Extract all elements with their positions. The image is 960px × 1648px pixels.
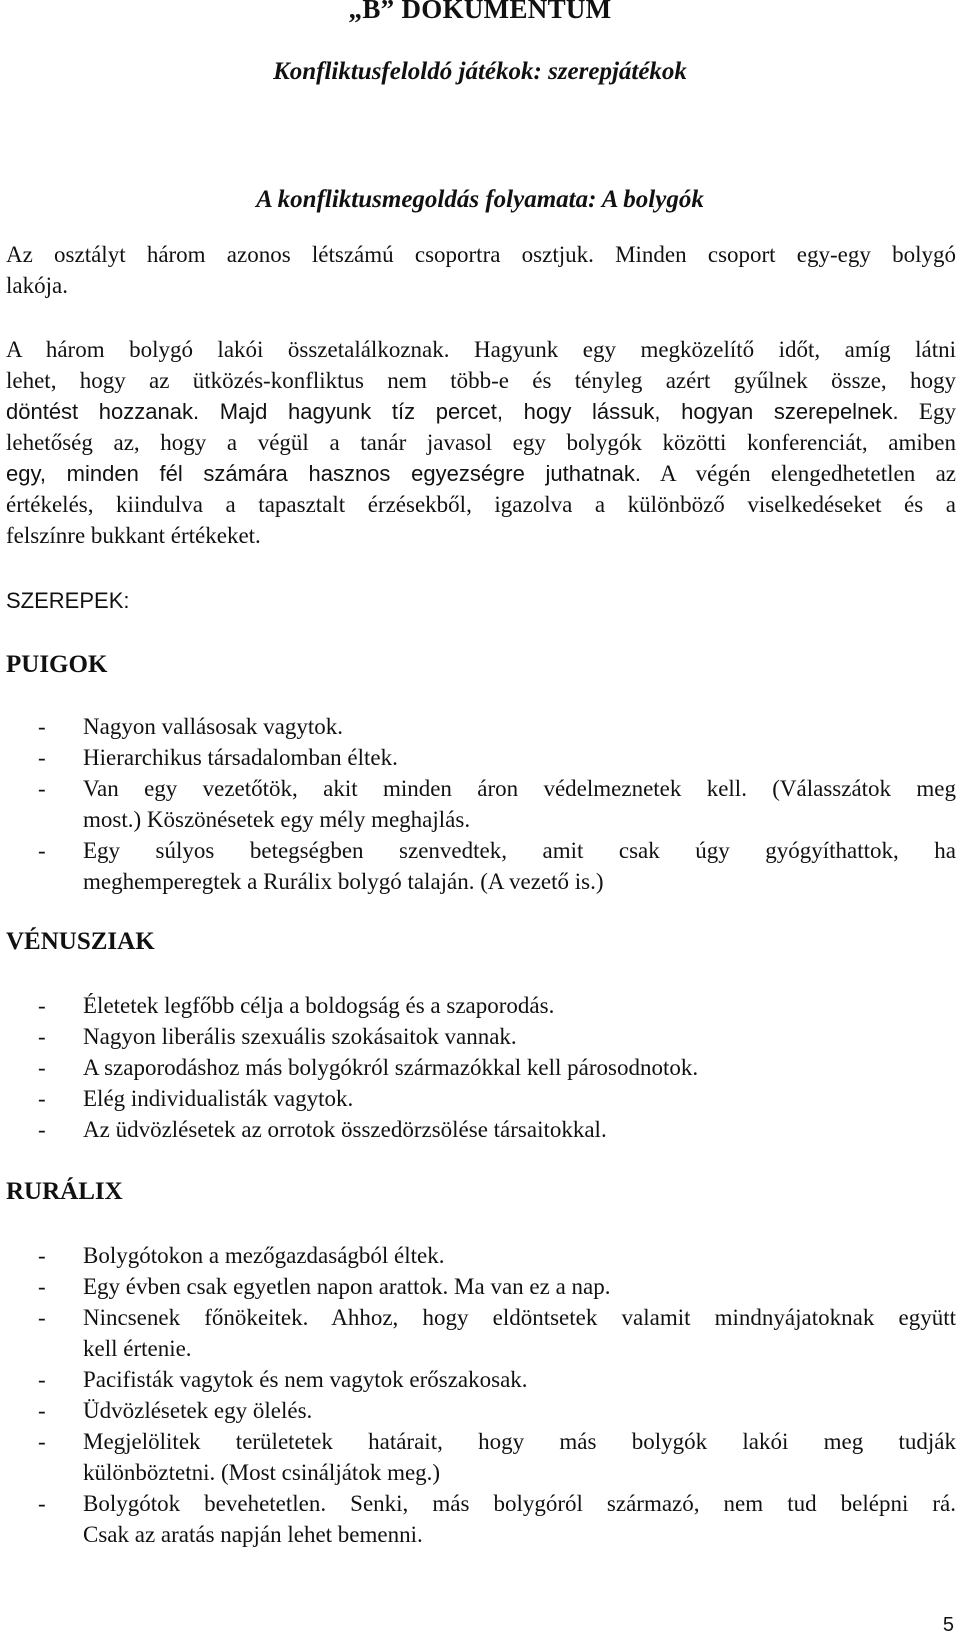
text-line: Az osztályt három azonos létszámú csoportra osztjuk. Minden csoport egy-egy bolygó — [6, 242, 956, 267]
bullet-dash: - — [38, 1274, 46, 1299]
document-title: „B” DOKUMENTUM — [348, 0, 612, 24]
bullet-dash: - — [38, 1024, 46, 1049]
list-item-text: Van egy vezetőtök, akit minden áron védelmeznetek kell. (Válasszátok meg — [83, 776, 956, 801]
list-item — [0, 1271, 956, 1302]
list-item — [0, 711, 956, 742]
list-item-text: kell értenie. — [83, 1336, 192, 1361]
list-item — [0, 1114, 956, 1145]
list-item-text: Bolygótokon a mezőgazdaságból éltek. — [83, 1243, 445, 1268]
bullet-dash: - — [38, 1398, 46, 1423]
list-item — [0, 990, 956, 1021]
list-item — [0, 1488, 956, 1550]
list-item — [0, 1021, 956, 1052]
text-line: lehet, hogy az ütközés-konfliktus nem több-e és tényleg azért gyűlnek össze, hogy — [6, 368, 956, 393]
section-title: A konfliktusmegoldás folyamata: A bolygók — [256, 186, 704, 213]
list-item-text: Pacifisták vagytok és nem vagytok erőszakosak. — [83, 1367, 528, 1392]
list-item-text: Egy évben csak egyetlen napon arattok. Ma van ez a nap. — [83, 1274, 611, 1299]
bullet-dash: - — [38, 993, 46, 1018]
text-line: lakója. — [6, 273, 68, 298]
page-number: 5 — [942, 1614, 954, 1636]
list-item-text: most.) Köszönésetek egy mély meghajlás. — [83, 807, 471, 832]
list-item-text: Nagyon liberális szexuális szokásaitok vannak. — [83, 1024, 517, 1049]
document-subtitle: Konfliktusfeloldó játékok: szerepjátékok — [273, 58, 687, 85]
list-item-text: Életetek legfőbb célja a boldogság és a szaporodás. — [83, 993, 555, 1018]
list-item — [0, 1364, 956, 1395]
list-item — [0, 1302, 956, 1364]
procedure-paragraph — [6, 334, 956, 551]
list-item-text: Csak az aratás napján lehet bemenni. — [83, 1522, 423, 1547]
role-list-venusziak — [0, 990, 956, 1145]
list-item-text: Megjelölitek területetek határait, hogy más bolygók lakói meg tudják — [83, 1429, 956, 1454]
list-item-text: Nagyon vallásosak vagytok. — [83, 714, 343, 739]
list-item — [0, 1240, 956, 1271]
text-line: felszínre bukkant értékeket. — [6, 523, 261, 548]
bullet-dash: - — [38, 1429, 46, 1454]
text-line: A három bolygó lakói összetalálkoznak. Hagyunk egy megközelítő időt, amíg látni — [6, 337, 956, 362]
list-item-text: Az üdvözlésetek az orrotok összedörzsölése társaitokkal. — [83, 1117, 607, 1142]
list-item-text: meghemperegtek a Rurálix bolygó talaján. (A vezető is.) — [83, 869, 604, 894]
bullet-dash: - — [38, 1305, 46, 1330]
text-line: értékelés, kiindulva a tapasztalt érzésekből, igazolva a különböző viselkedéseket és a — [6, 492, 956, 517]
role-list-ruralix — [0, 1240, 956, 1550]
bullet-dash: - — [38, 838, 46, 863]
text-segment: egy, minden fél számára hasznos egyezségre juthatnak. — [6, 461, 641, 486]
bullet-dash: - — [38, 1086, 46, 1111]
list-item-text: A szaporodáshoz más bolygókról származókkal kell párosodnotok. — [83, 1055, 699, 1080]
list-item-text: Üdvözlésetek egy ölelés. — [83, 1398, 313, 1423]
text-segment: A végén elengedhetetlen az — [640, 461, 956, 486]
roles-heading: SZEREPEK: — [6, 588, 130, 613]
bullet-dash: - — [38, 714, 46, 739]
role-heading-puigok: PUIGOK — [6, 651, 108, 678]
list-item-text: Egy súlyos betegségben szenvedtek, amit csak úgy gyógyíthattok, ha — [83, 838, 956, 863]
list-item — [0, 1426, 956, 1488]
list-item — [0, 1395, 956, 1426]
text-line: lehetőség az, hogy a végül a tanár javasol egy bolygók közötti konferenciát, amiben — [6, 430, 956, 455]
list-item-text: Nincsenek főnökeitek. Ahhoz, hogy eldöntsetek valamit mindnyájatoknak együtt — [83, 1305, 956, 1330]
text-segment: döntést hozzanak. Majd hagyunk tíz percet, hogy lássuk, hogyan szerepelnek. — [6, 399, 899, 424]
list-item — [0, 742, 956, 773]
bullet-dash: - — [38, 1367, 46, 1392]
list-item — [0, 773, 956, 835]
text-line — [6, 396, 956, 427]
bullet-dash: - — [38, 1055, 46, 1080]
role-heading-venusziak: VÉNUSZIAK — [6, 928, 155, 955]
list-item — [0, 835, 956, 897]
bullet-dash: - — [38, 1243, 46, 1268]
list-item-text: különböztetni. (Most csináljátok meg.) — [83, 1460, 441, 1485]
text-segment: Egy — [898, 399, 956, 424]
list-item-text: Hierarchikus társadalomban éltek. — [83, 745, 398, 770]
list-item — [0, 1083, 956, 1114]
role-list-puigok — [0, 711, 956, 897]
bullet-dash: - — [38, 776, 46, 801]
text-line — [6, 458, 956, 489]
intro-paragraph — [6, 239, 956, 301]
bullet-dash: - — [38, 1117, 46, 1142]
list-item-text: Elég individualisták vagytok. — [83, 1086, 354, 1111]
bullet-dash: - — [38, 745, 46, 770]
list-item-text: Bolygótok bevehetetlen. Senki, más bolygóról származó, nem tud belépni rá. — [83, 1491, 956, 1516]
role-heading-ruralix: RURÁLIX — [6, 1178, 123, 1205]
bullet-dash: - — [38, 1491, 46, 1516]
list-item — [0, 1052, 956, 1083]
